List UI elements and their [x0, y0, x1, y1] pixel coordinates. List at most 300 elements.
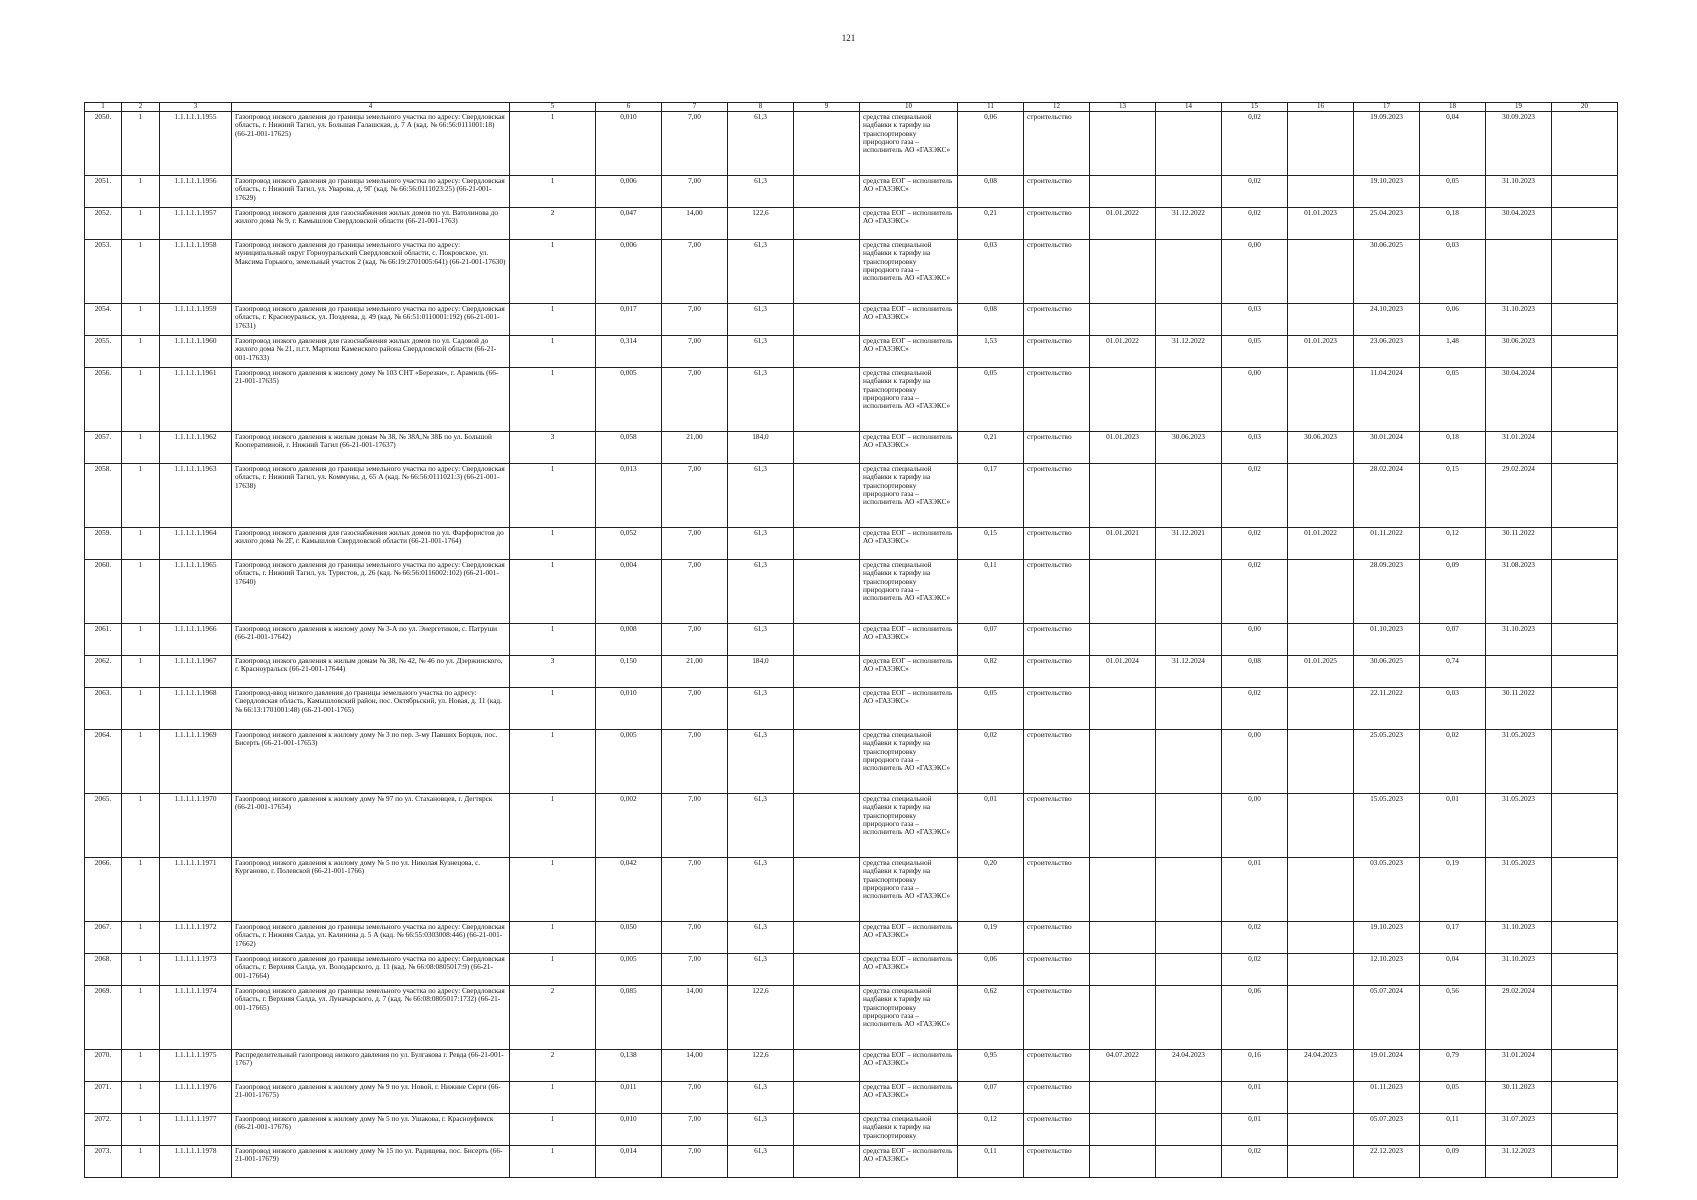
cell-col-20 [1552, 336, 1618, 368]
cell-col-20 [1552, 954, 1618, 986]
cell-col-15: 0,03 [1222, 304, 1288, 336]
cell-col-8: 184,0 [728, 656, 794, 688]
cell-col-5: 1 [510, 336, 596, 368]
cell-col-11: 0,21 [958, 432, 1024, 464]
cell-col-14: 31.12.2022 [1156, 208, 1222, 240]
cell-col-6: 0,050 [596, 922, 662, 954]
cell-col-1: 2053. [85, 240, 122, 304]
cell-col-10: средства ЕОГ – исполнитель АО «ГАЗЭКС» [860, 1050, 958, 1082]
table-row [85, 656, 1618, 688]
cell-col-9 [794, 730, 860, 794]
table-row [85, 858, 1618, 922]
cell-col-6: 0,058 [596, 432, 662, 464]
cell-col-6: 0,052 [596, 528, 662, 560]
cell-col-18: 0,03 [1420, 688, 1486, 730]
cell-col-15: 0,16 [1222, 1050, 1288, 1082]
cell-col-20 [1552, 304, 1618, 336]
cell-col-1: 2050. [85, 112, 122, 176]
cell-col-2: 1 [122, 1050, 160, 1082]
cell-col-7: 7,00 [662, 240, 728, 304]
cell-col-1: 2052. [85, 208, 122, 240]
cell-col-3: 1.1.1.1.1.1961 [160, 368, 232, 432]
cell-col-8: 61,3 [728, 112, 794, 176]
cell-col-20 [1552, 624, 1618, 656]
cell-col-11: 0,05 [958, 368, 1024, 432]
cell-col-2: 1 [122, 794, 160, 858]
cell-col-9 [794, 688, 860, 730]
column-header-1: 1 [85, 103, 122, 112]
cell-col-16: 01.01.2022 [1288, 528, 1354, 560]
cell-col-12: строительство [1024, 858, 1090, 922]
cell-col-19 [1486, 240, 1552, 304]
cell-col-10: средства ЕОГ – исполнитель АО «ГАЗЭКС» [860, 528, 958, 560]
cell-col-14 [1156, 368, 1222, 432]
cell-col-3: 1.1.1.1.1.1974 [160, 986, 232, 1050]
cell-col-5: 1 [510, 528, 596, 560]
register-table [84, 102, 1618, 1178]
cell-col-8: 61,3 [728, 336, 794, 368]
cell-col-6: 0,010 [596, 688, 662, 730]
cell-col-12: строительство [1024, 528, 1090, 560]
cell-col-13: 01.01.2021 [1090, 528, 1156, 560]
cell-col-3: 1.1.1.1.1.1977 [160, 1114, 232, 1146]
cell-col-1: 2073. [85, 1146, 122, 1178]
cell-col-19: 30.09.2023 [1486, 112, 1552, 176]
table-row [85, 1050, 1618, 1082]
cell-col-15: 0,02 [1222, 688, 1288, 730]
cell-col-16 [1288, 858, 1354, 922]
cell-col-16 [1288, 922, 1354, 954]
cell-col-3: 1.1.1.1.1.1965 [160, 560, 232, 624]
cell-col-20 [1552, 528, 1618, 560]
cell-col-11: 0,01 [958, 794, 1024, 858]
cell-col-17: 05.07.2024 [1354, 986, 1420, 1050]
cell-col-9 [794, 528, 860, 560]
cell-col-16 [1288, 624, 1354, 656]
table-row [85, 922, 1618, 954]
cell-col-18: 0,09 [1420, 560, 1486, 624]
cell-col-3: 1.1.1.1.1.1963 [160, 464, 232, 528]
cell-col-1: 2068. [85, 954, 122, 986]
cell-col-5: 3 [510, 656, 596, 688]
cell-col-16 [1288, 986, 1354, 1050]
column-header-9: 9 [794, 103, 860, 112]
cell-col-13 [1090, 954, 1156, 986]
cell-col-5: 1 [510, 304, 596, 336]
column-header-16: 16 [1288, 103, 1354, 112]
cell-col-15: 0,02 [1222, 176, 1288, 208]
cell-col-2: 1 [122, 336, 160, 368]
cell-col-9 [794, 464, 860, 528]
cell-col-16: 01.01.2023 [1288, 336, 1354, 368]
cell-col-6: 0,014 [596, 1146, 662, 1178]
cell-col-4: Газопровод низкого давления к жилому дому № 5 по ул. Ушакова, г. Красноуфимск (66-21-001-17676) [232, 1114, 510, 1146]
cell-col-13 [1090, 730, 1156, 794]
table-row [85, 624, 1618, 656]
cell-col-7: 7,00 [662, 112, 728, 176]
cell-col-4: Газопровод низкого давления к жилым домам № 38, № 42, № 46 по ул. Дзержинского, г. Красноуральск (66-21-001-17644) [232, 656, 510, 688]
cell-col-7: 7,00 [662, 688, 728, 730]
table-row [85, 1114, 1618, 1146]
cell-col-2: 1 [122, 368, 160, 432]
cell-col-14 [1156, 794, 1222, 858]
cell-col-5: 2 [510, 1050, 596, 1082]
cell-col-5: 1 [510, 954, 596, 986]
cell-col-18: 0,17 [1420, 922, 1486, 954]
cell-col-19: 31.10.2023 [1486, 954, 1552, 986]
cell-col-6: 0,004 [596, 560, 662, 624]
cell-col-17: 03.05.2023 [1354, 858, 1420, 922]
cell-col-12: строительство [1024, 624, 1090, 656]
cell-col-6: 0,008 [596, 624, 662, 656]
cell-col-14 [1156, 730, 1222, 794]
cell-col-6: 0,042 [596, 858, 662, 922]
cell-col-3: 1.1.1.1.1.1978 [160, 1146, 232, 1178]
cell-col-20 [1552, 208, 1618, 240]
cell-col-3: 1.1.1.1.1.1958 [160, 240, 232, 304]
cell-col-8: 61,3 [728, 560, 794, 624]
cell-col-19: 30.11.2022 [1486, 528, 1552, 560]
cell-col-15: 0,05 [1222, 336, 1288, 368]
cell-col-18: 0,09 [1420, 1146, 1486, 1178]
cell-col-2: 1 [122, 1082, 160, 1114]
cell-col-16: 01.01.2025 [1288, 656, 1354, 688]
cell-col-4: Газопровод низкого давления до границы земельного участка по адресу: Свердловская область, г. Красноуральск, ул. Поздеева, д. 49 (кад. № 66:51:0110001:192) (66-21-001-17631) [232, 304, 510, 336]
table-body [85, 112, 1618, 1178]
column-header-20: 20 [1552, 103, 1618, 112]
cell-col-13 [1090, 922, 1156, 954]
cell-col-13 [1090, 688, 1156, 730]
cell-col-14: 30.06.2023 [1156, 432, 1222, 464]
cell-col-17: 23.06.2023 [1354, 336, 1420, 368]
cell-col-7: 7,00 [662, 794, 728, 858]
cell-col-7: 7,00 [662, 176, 728, 208]
cell-col-4: Газопровод низкого давления для газоснабжения жилых домов по ул. Фарфористов до жилого дома № 2Г, г. Камышлов Свердловской области (66-21-001-1764) [232, 528, 510, 560]
cell-col-18: 0,06 [1420, 304, 1486, 336]
cell-col-3: 1.1.1.1.1.1971 [160, 858, 232, 922]
cell-col-6: 0,005 [596, 730, 662, 794]
cell-col-12: строительство [1024, 208, 1090, 240]
cell-col-4: Газопровод низкого давления до границы земельного участка по адресу: Свердловская область, г. Верхняя Салда, ул. Володарского, д. 11 (кад. № 66:08:0805017:9) (66-21-001-17664) [232, 954, 510, 986]
cell-col-11: 0,06 [958, 954, 1024, 986]
cell-col-7: 7,00 [662, 922, 728, 954]
cell-col-19: 30.06.2023 [1486, 336, 1552, 368]
cell-col-14 [1156, 688, 1222, 730]
cell-col-6: 0,010 [596, 112, 662, 176]
cell-col-4: Газопровод низкого давления к жилому дому № 3 по пер. 3-му Павших Борцов, пос. Бисерть (66-21-001-17653) [232, 730, 510, 794]
cell-col-3: 1.1.1.1.1.1959 [160, 304, 232, 336]
cell-col-10: средства специальной надбавки к тарифу на транспортировку природного газа – исполнитель АО «ГАЗЭКС» [860, 730, 958, 794]
cell-col-6: 0,002 [596, 794, 662, 858]
table-row [85, 986, 1618, 1050]
cell-col-14 [1156, 560, 1222, 624]
cell-col-11: 0,11 [958, 1146, 1024, 1178]
cell-col-6: 0,013 [596, 464, 662, 528]
cell-col-18: 0,18 [1420, 208, 1486, 240]
cell-col-8: 61,3 [728, 688, 794, 730]
cell-col-5: 1 [510, 794, 596, 858]
cell-col-8: 61,3 [728, 368, 794, 432]
cell-col-14 [1156, 922, 1222, 954]
cell-col-8: 61,3 [728, 176, 794, 208]
cell-col-2: 1 [122, 240, 160, 304]
cell-col-14: 31.12.2024 [1156, 656, 1222, 688]
cell-col-16 [1288, 176, 1354, 208]
cell-col-16: 01.01.2023 [1288, 208, 1354, 240]
table-row [85, 688, 1618, 730]
column-header-5: 5 [510, 103, 596, 112]
table-row [85, 528, 1618, 560]
cell-col-5: 1 [510, 1082, 596, 1114]
cell-col-3: 1.1.1.1.1.1964 [160, 528, 232, 560]
cell-col-7: 7,00 [662, 464, 728, 528]
cell-col-14: 24.04.2023 [1156, 1050, 1222, 1082]
cell-col-17: 01.10.2023 [1354, 624, 1420, 656]
cell-col-12: строительство [1024, 1082, 1090, 1114]
cell-col-6: 0,047 [596, 208, 662, 240]
cell-col-11: 0,07 [958, 1082, 1024, 1114]
cell-col-1: 2059. [85, 528, 122, 560]
cell-col-14 [1156, 304, 1222, 336]
cell-col-4: Газопровод-ввод низкого давления до границы земельного участка по адресу: Свердловская область, Камышловский район, пос. Октябрьский, ул. Новая, д. 11 (кад. № 66:13:1701001:48) (66-21-001-1765) [232, 688, 510, 730]
cell-col-12: строительство [1024, 304, 1090, 336]
cell-col-10: средства ЕОГ – исполнитель АО «ГАЗЭКС» [860, 954, 958, 986]
cell-col-11: 0,82 [958, 656, 1024, 688]
cell-col-17: 24.10.2023 [1354, 304, 1420, 336]
cell-col-10: средства ЕОГ – исполнитель АО «ГАЗЭКС» [860, 304, 958, 336]
cell-col-16 [1288, 112, 1354, 176]
cell-col-4: Газопровод низкого давления к жилому дому № 5 по ул. Николая Кузнецова, с. Курганово, г. Полевской (66-21-001-1766) [232, 858, 510, 922]
cell-col-20 [1552, 922, 1618, 954]
cell-col-13: 01.01.2024 [1090, 656, 1156, 688]
cell-col-18: 0,79 [1420, 1050, 1486, 1082]
cell-col-4: Газопровод низкого давления для газоснабжения жилых домов по ул. Садовой до жилого дома № 21, п.г.т. Мартюш Каменского района Свердловской области (66-21-001-17633) [232, 336, 510, 368]
cell-col-13 [1090, 176, 1156, 208]
cell-col-17: 22.12.2023 [1354, 1146, 1420, 1178]
cell-col-19: 31.05.2023 [1486, 730, 1552, 794]
cell-col-14: 31.12.2022 [1156, 336, 1222, 368]
cell-col-18: 0,02 [1420, 730, 1486, 794]
cell-col-18: 0,05 [1420, 176, 1486, 208]
cell-col-1: 2063. [85, 688, 122, 730]
cell-col-15: 0,02 [1222, 112, 1288, 176]
cell-col-17: 19.10.2023 [1354, 176, 1420, 208]
cell-col-7: 7,00 [662, 368, 728, 432]
cell-col-5: 3 [510, 432, 596, 464]
cell-col-17: 25.05.2023 [1354, 730, 1420, 794]
cell-col-18: 0,11 [1420, 1114, 1486, 1146]
cell-col-5: 1 [510, 858, 596, 922]
cell-col-18: 0,56 [1420, 986, 1486, 1050]
cell-col-1: 2060. [85, 560, 122, 624]
cell-col-10: средства специальной надбавки к тарифу на транспортировку природного газа – исполнитель АО «ГАЗЭКС» [860, 986, 958, 1050]
cell-col-15: 0,02 [1222, 922, 1288, 954]
cell-col-19 [1486, 656, 1552, 688]
cell-col-8: 122,6 [728, 1050, 794, 1082]
cell-col-4: Газопровод низкого давления к жилому дому № 15 по ул. Радищева, пос. Бисерть (66-21-001-17679) [232, 1146, 510, 1178]
cell-col-13 [1090, 858, 1156, 922]
column-header-12: 12 [1024, 103, 1090, 112]
cell-col-2: 1 [122, 432, 160, 464]
cell-col-9 [794, 240, 860, 304]
cell-col-12: строительство [1024, 1050, 1090, 1082]
cell-col-19: 31.01.2024 [1486, 1050, 1552, 1082]
column-header-6: 6 [596, 103, 662, 112]
cell-col-13: 01.01.2022 [1090, 208, 1156, 240]
cell-col-20 [1552, 1050, 1618, 1082]
cell-col-19: 31.12.2023 [1486, 1146, 1552, 1178]
cell-col-9 [794, 304, 860, 336]
cell-col-15: 0,03 [1222, 432, 1288, 464]
cell-col-9 [794, 1114, 860, 1146]
cell-col-7: 7,00 [662, 1082, 728, 1114]
cell-col-8: 61,3 [728, 528, 794, 560]
cell-col-20 [1552, 432, 1618, 464]
cell-col-12: строительство [1024, 794, 1090, 858]
cell-col-9 [794, 1050, 860, 1082]
cell-col-15: 0,00 [1222, 624, 1288, 656]
cell-col-7: 7,00 [662, 336, 728, 368]
column-header-8: 8 [728, 103, 794, 112]
cell-col-11: 0,06 [958, 112, 1024, 176]
cell-col-5: 1 [510, 922, 596, 954]
cell-col-3: 1.1.1.1.1.1975 [160, 1050, 232, 1082]
cell-col-20 [1552, 464, 1618, 528]
cell-col-7: 14,00 [662, 208, 728, 240]
cell-col-8: 61,3 [728, 794, 794, 858]
cell-col-18: 0,19 [1420, 858, 1486, 922]
cell-col-17: 01.11.2023 [1354, 1082, 1420, 1114]
cell-col-7: 14,00 [662, 1050, 728, 1082]
cell-col-6: 0,150 [596, 656, 662, 688]
cell-col-15: 0,08 [1222, 656, 1288, 688]
cell-col-7: 7,00 [662, 954, 728, 986]
cell-col-11: 0,95 [958, 1050, 1024, 1082]
cell-col-19: 30.04.2023 [1486, 208, 1552, 240]
cell-col-20 [1552, 688, 1618, 730]
cell-col-9 [794, 986, 860, 1050]
cell-col-19: 30.04.2024 [1486, 368, 1552, 432]
cell-col-3: 1.1.1.1.1.1970 [160, 794, 232, 858]
cell-col-14 [1156, 112, 1222, 176]
cell-col-16 [1288, 1146, 1354, 1178]
cell-col-2: 1 [122, 560, 160, 624]
cell-col-13 [1090, 986, 1156, 1050]
cell-col-1: 2055. [85, 336, 122, 368]
cell-col-5: 2 [510, 986, 596, 1050]
cell-col-20 [1552, 368, 1618, 432]
cell-col-15: 0,01 [1222, 1082, 1288, 1114]
cell-col-15: 0,01 [1222, 858, 1288, 922]
cell-col-11: 0,02 [958, 730, 1024, 794]
cell-col-17: 12.10.2023 [1354, 954, 1420, 986]
cell-col-9 [794, 1082, 860, 1114]
cell-col-6: 0,006 [596, 240, 662, 304]
column-header-11: 11 [958, 103, 1024, 112]
cell-col-5: 1 [510, 176, 596, 208]
cell-col-12: строительство [1024, 688, 1090, 730]
cell-col-18: 0,05 [1420, 1082, 1486, 1114]
column-header-15: 15 [1222, 103, 1288, 112]
cell-col-12: строительство [1024, 432, 1090, 464]
cell-col-6: 0,010 [596, 1114, 662, 1146]
cell-col-7: 14,00 [662, 986, 728, 1050]
cell-col-9 [794, 560, 860, 624]
cell-col-9 [794, 858, 860, 922]
cell-col-13 [1090, 1146, 1156, 1178]
cell-col-19: 31.10.2023 [1486, 624, 1552, 656]
cell-col-11: 0,03 [958, 240, 1024, 304]
cell-col-20 [1552, 176, 1618, 208]
cell-col-19: 31.01.2024 [1486, 432, 1552, 464]
cell-col-2: 1 [122, 176, 160, 208]
cell-col-20 [1552, 1114, 1618, 1146]
cell-col-3: 1.1.1.1.1.1955 [160, 112, 232, 176]
cell-col-6: 0,138 [596, 1050, 662, 1082]
cell-col-17: 30.01.2024 [1354, 432, 1420, 464]
cell-col-8: 61,3 [728, 240, 794, 304]
cell-col-3: 1.1.1.1.1.1976 [160, 1082, 232, 1114]
cell-col-5: 1 [510, 112, 596, 176]
column-header-18: 18 [1420, 103, 1486, 112]
table-header [85, 103, 1618, 112]
cell-col-6: 0,011 [596, 1082, 662, 1114]
cell-col-18: 0,04 [1420, 112, 1486, 176]
cell-col-2: 1 [122, 112, 160, 176]
cell-col-11: 0,12 [958, 1114, 1024, 1146]
cell-col-3: 1.1.1.1.1.1956 [160, 176, 232, 208]
cell-col-7: 7,00 [662, 528, 728, 560]
cell-col-18: 0,05 [1420, 368, 1486, 432]
cell-col-19: 31.05.2023 [1486, 794, 1552, 858]
cell-col-2: 1 [122, 1146, 160, 1178]
cell-col-9 [794, 954, 860, 986]
cell-col-19: 31.08.2023 [1486, 560, 1552, 624]
table-row [85, 464, 1618, 528]
cell-col-13 [1090, 368, 1156, 432]
cell-col-5: 1 [510, 1146, 596, 1178]
cell-col-18: 0,12 [1420, 528, 1486, 560]
cell-col-7: 7,00 [662, 1114, 728, 1146]
cell-col-10: средства ЕОГ – исполнитель АО «ГАЗЭКС» [860, 432, 958, 464]
cell-col-13: 04.07.2022 [1090, 1050, 1156, 1082]
cell-col-11: 0,15 [958, 528, 1024, 560]
cell-col-1: 2067. [85, 922, 122, 954]
cell-col-5: 1 [510, 624, 596, 656]
cell-col-17: 19.10.2023 [1354, 922, 1420, 954]
cell-col-16 [1288, 730, 1354, 794]
cell-col-2: 1 [122, 528, 160, 560]
cell-col-9 [794, 1146, 860, 1178]
cell-col-17: 22.11.2022 [1354, 688, 1420, 730]
cell-col-16 [1288, 688, 1354, 730]
cell-col-16 [1288, 560, 1354, 624]
cell-col-5: 1 [510, 368, 596, 432]
table-row [85, 794, 1618, 858]
cell-col-2: 1 [122, 730, 160, 794]
cell-col-4: Газопровод низкого давления до границы земельного участка по адресу: Свердловская область, г. Нижняя Салда, ул. Калинина д. 5 А (кад. № 66:55:0303008:446) (66-21-001-17662) [232, 922, 510, 954]
cell-col-17: 05.07.2023 [1354, 1114, 1420, 1146]
cell-col-8: 61,3 [728, 730, 794, 794]
cell-col-1: 2057. [85, 432, 122, 464]
cell-col-4: Газопровод низкого давления для газоснабжения жилых домов по ул. Ватолинова до жилого дома № 9, г. Камышлов Свердловской области (66-21-001-1763) [232, 208, 510, 240]
cell-col-16 [1288, 240, 1354, 304]
table-row [85, 208, 1618, 240]
cell-col-20 [1552, 1082, 1618, 1114]
cell-col-11: 0,05 [958, 688, 1024, 730]
cell-col-7: 7,00 [662, 1146, 728, 1178]
cell-col-15: 0,00 [1222, 240, 1288, 304]
